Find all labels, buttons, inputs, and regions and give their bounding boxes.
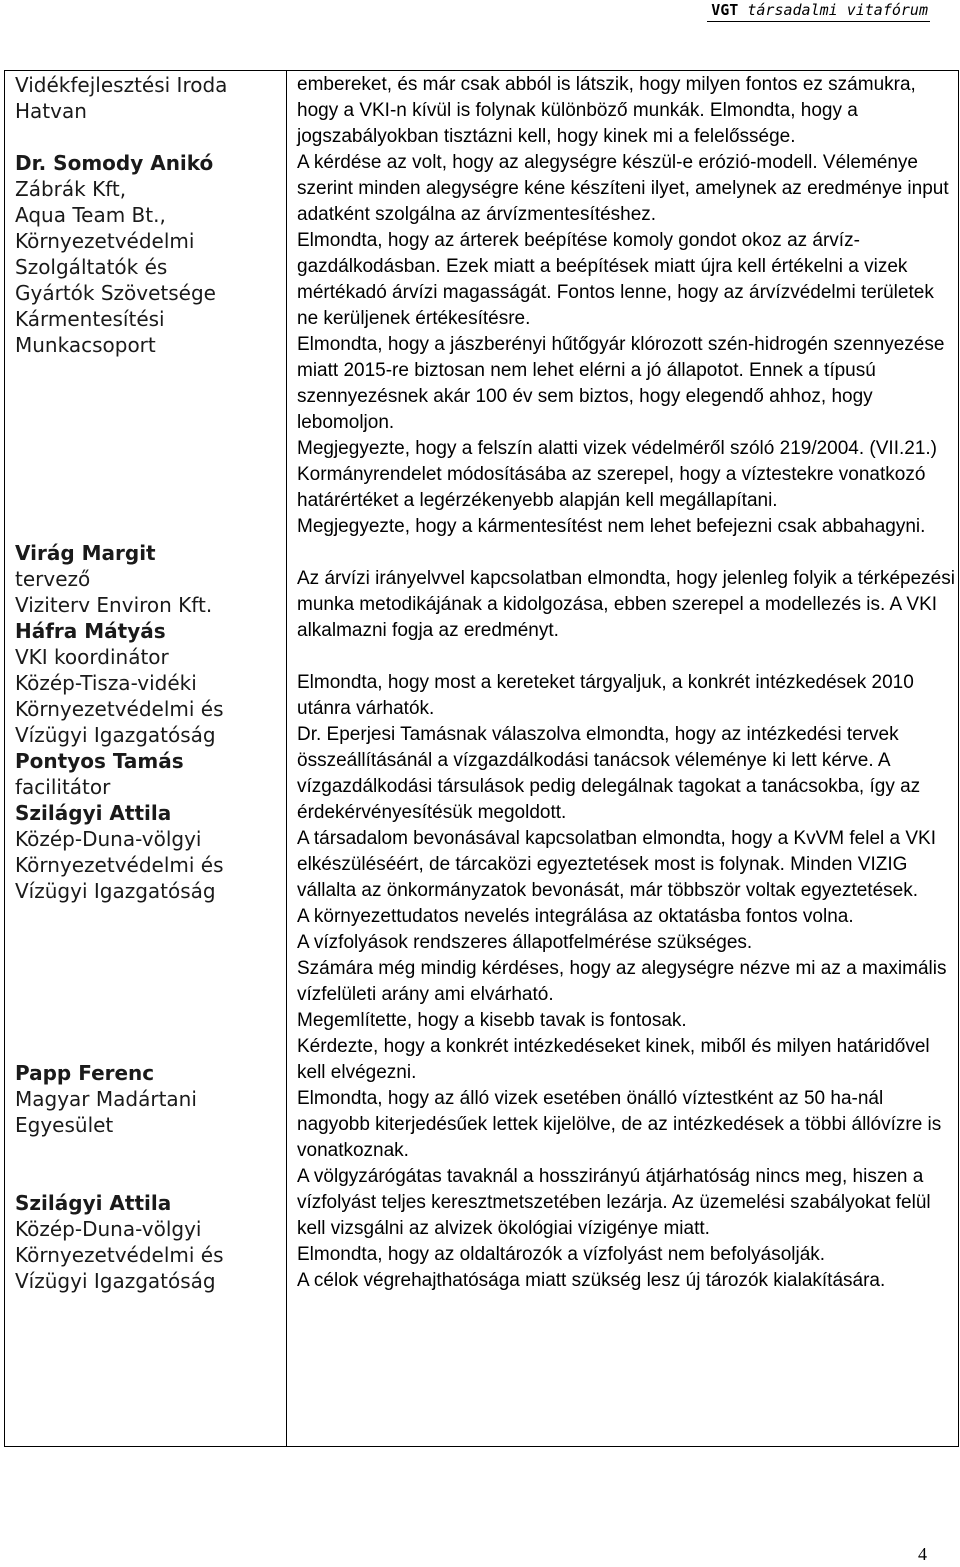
participant-affiliation: Környezetvédelmi és <box>15 1243 224 1267</box>
participant-affiliation: Egyesület <box>15 1113 114 1137</box>
org-intro <box>15 72 286 124</box>
page-number: 4 <box>918 1544 927 1564</box>
participant-affiliation: Munkacsoport <box>15 333 156 357</box>
participant-szilagyi-1 <box>15 800 286 904</box>
participant-affiliation: Környezetvédelmi és <box>15 853 224 877</box>
minutes-paragraph: Elmondta, hogy az árterek beépítése komoly gondot okoz az árvíz-gazdálkodásban. Ezek miatt a beépítések miatt újra kell értékelni a vizek mértékadó árvízi magasságát. Fontos lenne, hogy az árvízvédelmi területek ne kerüljenek értékesítésre. <box>297 230 934 329</box>
org-line: Hatvan <box>15 99 87 123</box>
minutes-paragraph: embereket, és már csak abból is látszik, hogy milyen fontos ez számukra, hogy a VKI-n kívül is folynak különböző munkák. Elmondta, hogy a jogszabályokban tisztázni kell, hogy kinek mi a felelőssége. <box>297 74 916 147</box>
participant-name: Szilágyi Attila <box>15 801 172 825</box>
participant-papp <box>15 1060 286 1138</box>
participant-somody <box>15 150 286 358</box>
participant-affiliation: Vízügyi Igazgatóság <box>15 1269 216 1293</box>
minutes-paragraph: A környezettudatos nevelés integrálása az oktatásba fontos volna. <box>297 906 854 927</box>
minutes-paragraph: Megjegyezte, hogy a kármentesítést nem lehet befejezni csak abbahagyni. <box>297 516 926 537</box>
minutes-paragraph: Elmondta, hogy a jászberényi hűtőgyár klórozott szén-hidrogén szennyezése miatt 2015-re biztosan nem lehet elérni a jó állapotot. Ennek a típusú szennyezésnek akár 100 év sem biztos, hogy elegendő ahhoz, hogy lebomoljon. <box>297 334 945 433</box>
minutes-paragraph: A vízfolyások rendszeres állapotfelmérése szükséges. <box>297 932 753 953</box>
participant-pontyos <box>15 748 286 800</box>
participant-name: Szilágyi Attila <box>15 1191 172 1215</box>
minutes-paragraph: A célok végrehajthatósága miatt szükség lesz új tározók kialakítására. <box>297 1270 886 1291</box>
participant-affiliation: tervező <box>15 567 91 591</box>
header-brand: VGT <box>711 1 739 19</box>
participant-affiliation: Környezetvédelmi <box>15 229 195 253</box>
minutes-column <box>287 71 959 1447</box>
minutes-paragraph: A társadalom bevonásával kapcsolatban elmondta, hogy a KvVM felel a VKI elkészüléséért, de tárcaközi egyeztetések most is folynak. Minden VIZIG vállalta az önkormányzatok bevonását, már többször voltak egyeztetések. <box>297 828 936 901</box>
participant-affiliation: Magyar Madártani <box>15 1087 197 1111</box>
participant-affiliation: Aqua Team Bt., <box>15 203 166 227</box>
participant-name: Virág Margit <box>15 541 156 565</box>
minutes-paragraph: A völgyzárógátas tavaknál a hosszirányú átjárhatóság nincs meg, hiszen a vízfolyást teljes keresztmetszetében lezárja. Az üzemelési szabályokat felül kell vizsgálni az alvizek ökológiai vízigénye miatt. <box>297 1166 931 1239</box>
participant-affiliation: Közép-Tisza-vidéki <box>15 671 197 695</box>
minutes-table <box>4 70 959 1447</box>
participant-affiliation: Zábrák Kft, <box>15 177 127 201</box>
table-row <box>5 71 959 1447</box>
participants-column <box>5 71 287 1447</box>
participant-affiliation: Közép-Duna-völgyi <box>15 1217 202 1241</box>
participant-affiliation: Szolgáltatók és <box>15 255 168 279</box>
participant-affiliation: Vízügyi Igazgatóság <box>15 723 216 747</box>
participant-virag <box>15 540 286 618</box>
page-header <box>707 0 930 22</box>
participant-affiliation: VKI koordinátor <box>15 645 169 669</box>
participant-name: Háfra Mátyás <box>15 619 166 643</box>
participant-name: Dr. Somody Anikó <box>15 151 214 175</box>
participant-affiliation: facilitátor <box>15 775 111 799</box>
participant-affiliation: Vízügyi Igazgatóság <box>15 879 216 903</box>
minutes-paragraph: Megemlítette, hogy a kisebb tavak is fontosak. <box>297 1010 687 1031</box>
participant-name: Papp Ferenc <box>15 1061 155 1085</box>
minutes-paragraph: Dr. Eperjesi Tamásnak válaszolva elmondta, hogy az intézkedési tervek összeállításánál a vízgazdálkodási tanácsok véleménye ki lett kérve. A vízgazdálkodási társulások pedig delegálnak tagokat a tanácsokba, így az érdekérvényesítésük megoldott. <box>297 724 921 823</box>
minutes-paragraph: Elmondta, hogy az oldaltározók a vízfolyást nem befolyásolják. <box>297 1244 826 1265</box>
participant-name: Pontyos Tamás <box>15 749 184 773</box>
minutes-paragraph: Megjegyezte, hogy a felszín alatti vizek védelméről szóló 219/2004. (VII.21.) Kormányrendelet módosításába az szerepel, hogy a víztestekre vonatkozó határértéket a legérzékenyebb alapján kell megállapítani. <box>297 438 938 511</box>
minutes-paragraph: Számára még mindig kérdéses, hogy az alegységre nézve mi az a maximális vízfelületi arány ami elvárható. <box>297 958 947 1005</box>
participant-affiliation: Kármentesítési <box>15 307 165 331</box>
org-line: Vidékfejlesztési Iroda <box>15 73 228 97</box>
minutes-paragraph: Kérdezte, hogy a konkrét intézkedéseket kinek, miből és milyen határidővel kell elvégezni. <box>297 1036 930 1083</box>
header-subtitle: társadalmi vitafórum <box>747 1 928 19</box>
minutes-paragraph: Elmondta, hogy most a kereteket tárgyaljuk, a konkrét intézkedések 2010 utánra várhatók. <box>297 672 914 719</box>
minutes-paragraph: A kérdése az volt, hogy az alegységre készül-e erózió-modell. Véleménye szerint minden alegységre kéne készíteni ilyet, amelynek az eredménye input adatként szolgálna az árvízmentesítéshez. <box>297 152 949 225</box>
participant-affiliation: Gyártók Szövetsége <box>15 281 216 305</box>
participant-affiliation: Környezetvédelmi és <box>15 697 224 721</box>
participant-hafra <box>15 618 286 748</box>
minutes-paragraph: Az árvízi irányelvvel kapcsolatban elmondta, hogy jelenleg folyik a térképezési munka metodikájának a kidolgozása, ebben szerepel a modellezés is. A VKI alkalmazni fogja az eredményt. <box>297 568 955 641</box>
minutes-paragraph: Elmondta, hogy az álló vizek esetében önálló víztestként az 50 ha-nál nagyobb kiterjedésűek lettek kijelölve, de az intézkedések a többi állóvízre is vonatkoznak. <box>297 1088 942 1161</box>
participant-szilagyi-2 <box>15 1190 286 1294</box>
participant-affiliation: Viziterv Environ Kft. <box>15 593 213 617</box>
participant-affiliation: Közép-Duna-völgyi <box>15 827 202 851</box>
